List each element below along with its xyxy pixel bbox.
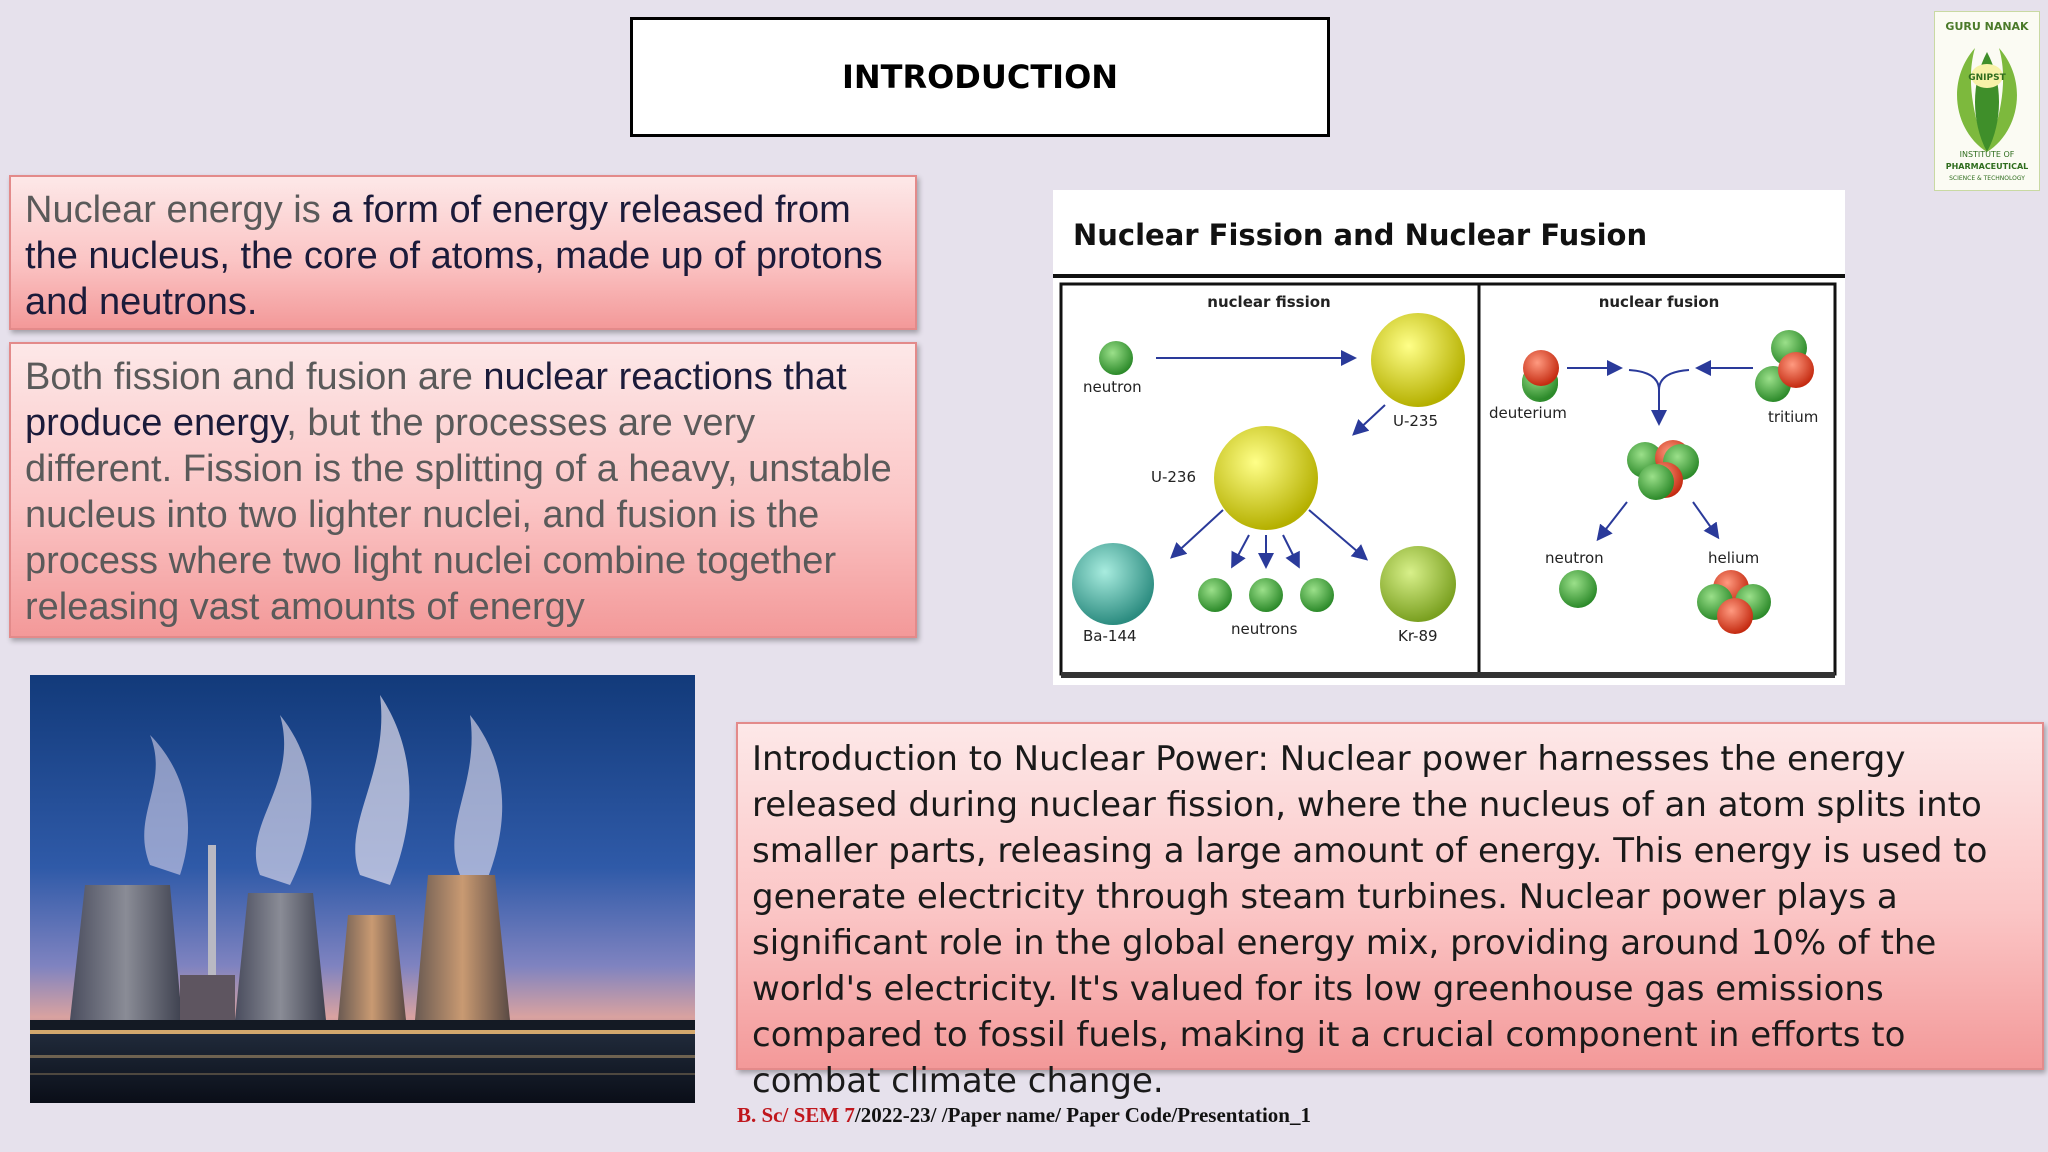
- u235-label: U-235: [1393, 412, 1439, 430]
- u235-nucleus: [1371, 313, 1465, 407]
- fission-fusion-lead: Both fission and fusion are: [25, 356, 484, 398]
- deuterium-label: deuterium: [1489, 404, 1567, 422]
- kr89-label: Kr-89: [1398, 627, 1438, 645]
- fission-fusion-highlight: nuclear reactions that produce energy: [25, 356, 847, 444]
- kr89-nucleus: [1380, 546, 1456, 622]
- logo-bottom-1: INSTITUTE OF: [1959, 150, 2015, 159]
- fission-fusion-diagram: [1053, 190, 1845, 685]
- footer-course: B. Sc/ SEM 7: [737, 1103, 855, 1127]
- deuterium-proton: [1523, 350, 1559, 386]
- neutron-label: neutron: [1083, 378, 1142, 396]
- logo-top-text: GURU NANAK: [1945, 20, 2029, 33]
- nuclear-power-intro-box: [736, 722, 2044, 1101]
- fission-fusion-body: , but the processes are very different. Fission is the splitting of a heavy, unstable nucleus into two lighter nuclei, and fusion is the process where two light nuclei combine together releasing vast amounts of energy: [25, 402, 892, 628]
- tritium-proton: [1778, 352, 1814, 388]
- neutron-out-1: [1198, 578, 1232, 612]
- nuclear-power-text: Introduction to Nuclear Power: Nuclear power harnesses the energy released during nuclear fission, where the nucleus of an atom splits into smaller parts, releasing a large amount of energy. This energy is used to generate electricity through steam turbines. Nuclear power plays a significant role in the global energy mix, providing around 10% of the world's electricity. It's valued for its low greenhouse gas emissions compared to fossil fuels, making it a crucial component in efforts to combat climate change.: [752, 739, 1988, 1101]
- fusion-neutron-label: neutron: [1545, 549, 1604, 567]
- power-plant-photo: [30, 675, 695, 1103]
- slide-footer: [0, 1103, 2048, 1128]
- ba144-nucleus: [1072, 543, 1154, 625]
- neutron-out-2: [1249, 578, 1283, 612]
- neutron-out-3: [1300, 578, 1334, 612]
- helium-proton-2: [1717, 598, 1753, 634]
- institute-logo: [1934, 11, 2040, 191]
- logo-bottom-2: PHARMACEUTICAL: [1945, 162, 2029, 171]
- ba144-label: Ba-144: [1083, 627, 1137, 645]
- fusion-neutron-particle: [1559, 570, 1597, 608]
- fusion-label: nuclear fusion: [1598, 293, 1720, 311]
- footer-details: /2022-23/ /Paper name/ Paper Code/Presentation_1: [854, 1103, 1311, 1127]
- slide-title: INTRODUCTION: [630, 17, 1330, 137]
- neutron-particle: [1099, 341, 1133, 375]
- definition-body: a form of energy released from the nucleus, the core of atoms, made up of protons and neutrons.: [25, 189, 883, 323]
- fission-label: nuclear fission: [1207, 293, 1331, 311]
- neutrons-label: neutrons: [1231, 620, 1298, 638]
- helium-label: helium: [1708, 549, 1760, 567]
- logo-bottom-3: SCIENCE & TECHNOLOGY: [1949, 175, 2025, 182]
- tritium-label: tritium: [1768, 408, 1819, 426]
- u236-label: U-236: [1151, 468, 1197, 486]
- logo-center-text: GNIPST: [1968, 73, 2006, 83]
- nuclear-energy-definition-box: [9, 175, 917, 330]
- compound-neutron-3: [1638, 464, 1674, 500]
- fission-fusion-box: [9, 342, 917, 638]
- u236-nucleus: [1214, 426, 1318, 530]
- diagram-title: Nuclear Fission and Nuclear Fusion: [1073, 218, 1648, 252]
- leaf-emblem-icon: [1935, 12, 2039, 190]
- definition-lead: Nuclear energy is: [25, 189, 332, 231]
